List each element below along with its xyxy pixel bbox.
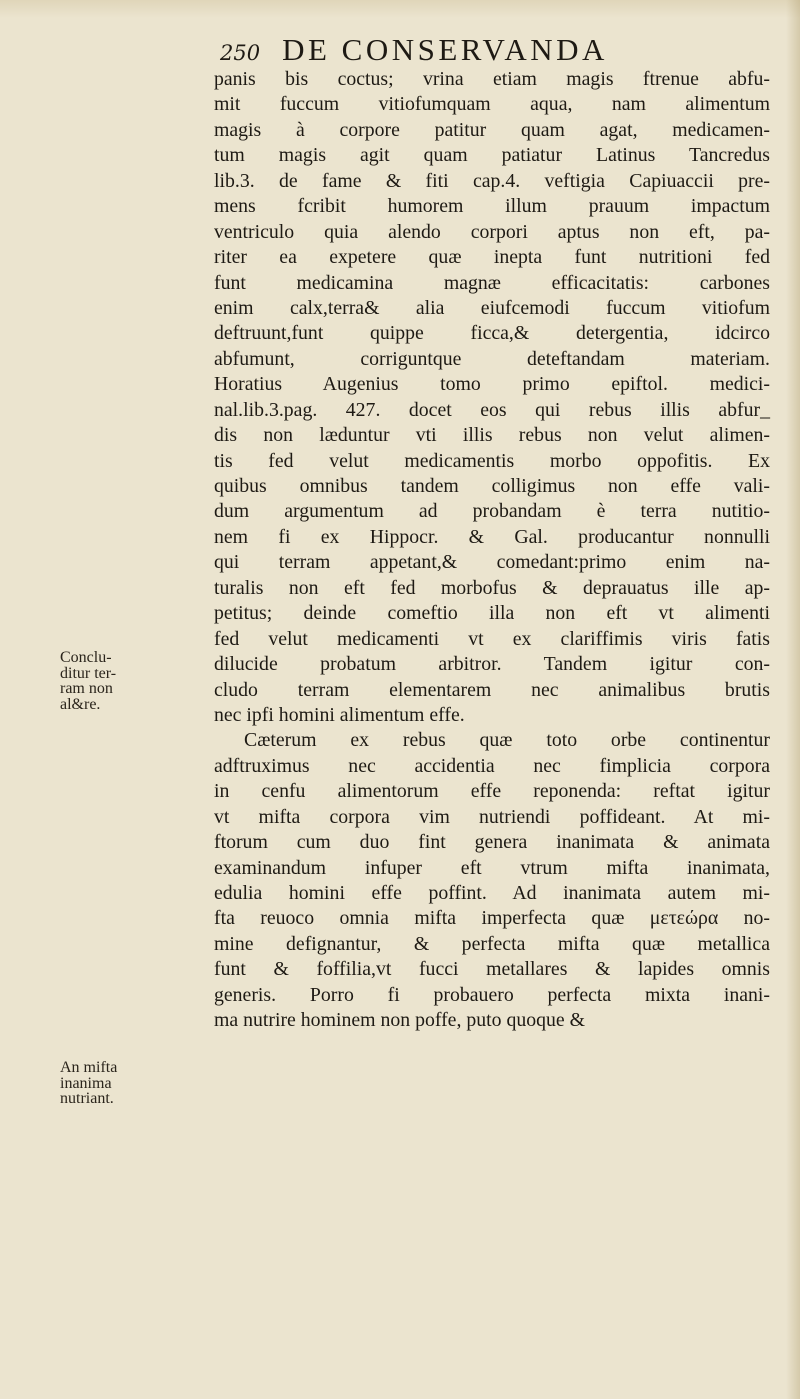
margin-note-line: ram non bbox=[60, 680, 113, 697]
body-text bbox=[214, 67, 770, 1034]
text-line: fta reuoco omnia mifta imperfecta quæ μετεώρα no- bbox=[214, 907, 770, 930]
text-line: abfumunt, corriguntque deteftandam materiam. bbox=[214, 347, 770, 370]
margin-note-question bbox=[60, 1060, 210, 1107]
margin-note-line: An mifta bbox=[60, 1059, 118, 1076]
page-top-shadow bbox=[0, 0, 800, 18]
text-line: adftruximus nec accidentia nec fimplicia corpora bbox=[214, 754, 770, 777]
text-line: examinandum infuper eft vtrum mifta inanimata, bbox=[214, 856, 770, 879]
running-title: DE CONSERVANDA bbox=[282, 32, 608, 67]
text-line: ventriculo quia alendo corpori aptus non eft, pa- bbox=[214, 220, 770, 243]
text-line: funt & foffilia,vt fucci metallares & lapides omnis bbox=[214, 958, 770, 981]
margin-note-conclusion bbox=[60, 650, 210, 712]
text-line: mit fuccum vitiofumquam aqua, nam alimentum bbox=[214, 93, 770, 116]
text-line: Cæterum ex rebus quæ toto orbe continentur bbox=[244, 729, 770, 752]
text-line: magis à corpore patitur quam agat, medicamen- bbox=[214, 118, 770, 141]
text-line: Horatius Augenius tomo primo epiftol. medici- bbox=[214, 373, 770, 396]
text-line: deftruunt,funt quippe ficca,& detergentia, idcirco bbox=[214, 322, 770, 345]
text-line: funt medicamina magnæ efficacitatis: carbones bbox=[214, 271, 770, 294]
text-line: enim calx,terra& alia eiufcemodi fuccum vitiofum bbox=[214, 296, 770, 319]
page-header bbox=[220, 32, 608, 72]
text-line: quibus omnibus tandem colligimus non effe vali- bbox=[214, 475, 770, 497]
margin-note-line: nutriant. bbox=[60, 1090, 114, 1107]
margin-note-line: al&re. bbox=[60, 695, 101, 713]
text-line: dum argumentum ad probandam è terra nutitio- bbox=[214, 500, 770, 523]
text-line: mine defignantur, & perfecta mifta quæ metallica bbox=[214, 932, 770, 955]
text-line: cludo terram elementarem nec animalibus brutis bbox=[214, 678, 770, 701]
page-right-edge bbox=[786, 0, 800, 1399]
text-line: riter ea expetere quæ inepta funt nutritioni fed bbox=[214, 246, 770, 269]
text-line: nec ipfi homini alimentum effe. bbox=[214, 703, 465, 726]
margin-note-line: Conclu- bbox=[60, 649, 112, 666]
text-line: qui terram appetant,& comedant:primo enim na- bbox=[214, 551, 770, 574]
text-line: tis fed velut medicamentis morbo oppofitis. Ex bbox=[214, 449, 770, 472]
text-line: panis bis coctus; vrina etiam magis ftrenue abfu- bbox=[214, 68, 770, 90]
text-line: dis non læduntur vti illis rebus non velut alimen- bbox=[214, 424, 770, 447]
text-line: mens fcribit humorem illum prauum impactum bbox=[214, 195, 770, 218]
text-line: dilucide probatum arbitror. Tandem igitur con- bbox=[214, 653, 770, 676]
text-line: ma nutrire hominem non poffe, puto quoque & bbox=[214, 1009, 586, 1032]
text-line: tum magis agit quam patiatur Latinus Tancredus bbox=[214, 144, 770, 167]
text-line: turalis non eft fed morbofus & deprauatus ille ap- bbox=[214, 576, 770, 599]
margin-note-line: ditur ter- bbox=[60, 664, 117, 682]
text-line: fed velut medicamenti vt ex clariffimis viris fatis bbox=[214, 627, 770, 650]
margin-note-line: inanima bbox=[60, 1074, 112, 1092]
page-number: 250 bbox=[220, 41, 261, 65]
text-line: nem fi ex Hippocr. & Gal. producantur nonnulli bbox=[214, 525, 770, 548]
text-line: lib.3. de fame & fiti cap.4. veftigia Capiuaccii pre- bbox=[214, 169, 770, 192]
text-line: generis. Porro fi probauero perfecta mixta inani- bbox=[214, 983, 770, 1006]
text-line: vt mifta corpora vim nutriendi poffideant. At mi- bbox=[214, 805, 770, 828]
text-line: petitus; deinde comeftio illa non eft vt alimenti bbox=[214, 602, 770, 625]
text-line: nal.lib.3.pag. 427. docet eos qui rebus illis abfur_ bbox=[214, 398, 770, 421]
text-line: ftorum cum duo fint genera inanimata & animata bbox=[214, 831, 770, 854]
text-line: in cenfu alimentorum effe reponenda: reftat igitur bbox=[214, 780, 770, 803]
text-line: edulia homini effe poffint. Ad inanimata autem mi- bbox=[214, 882, 770, 904]
